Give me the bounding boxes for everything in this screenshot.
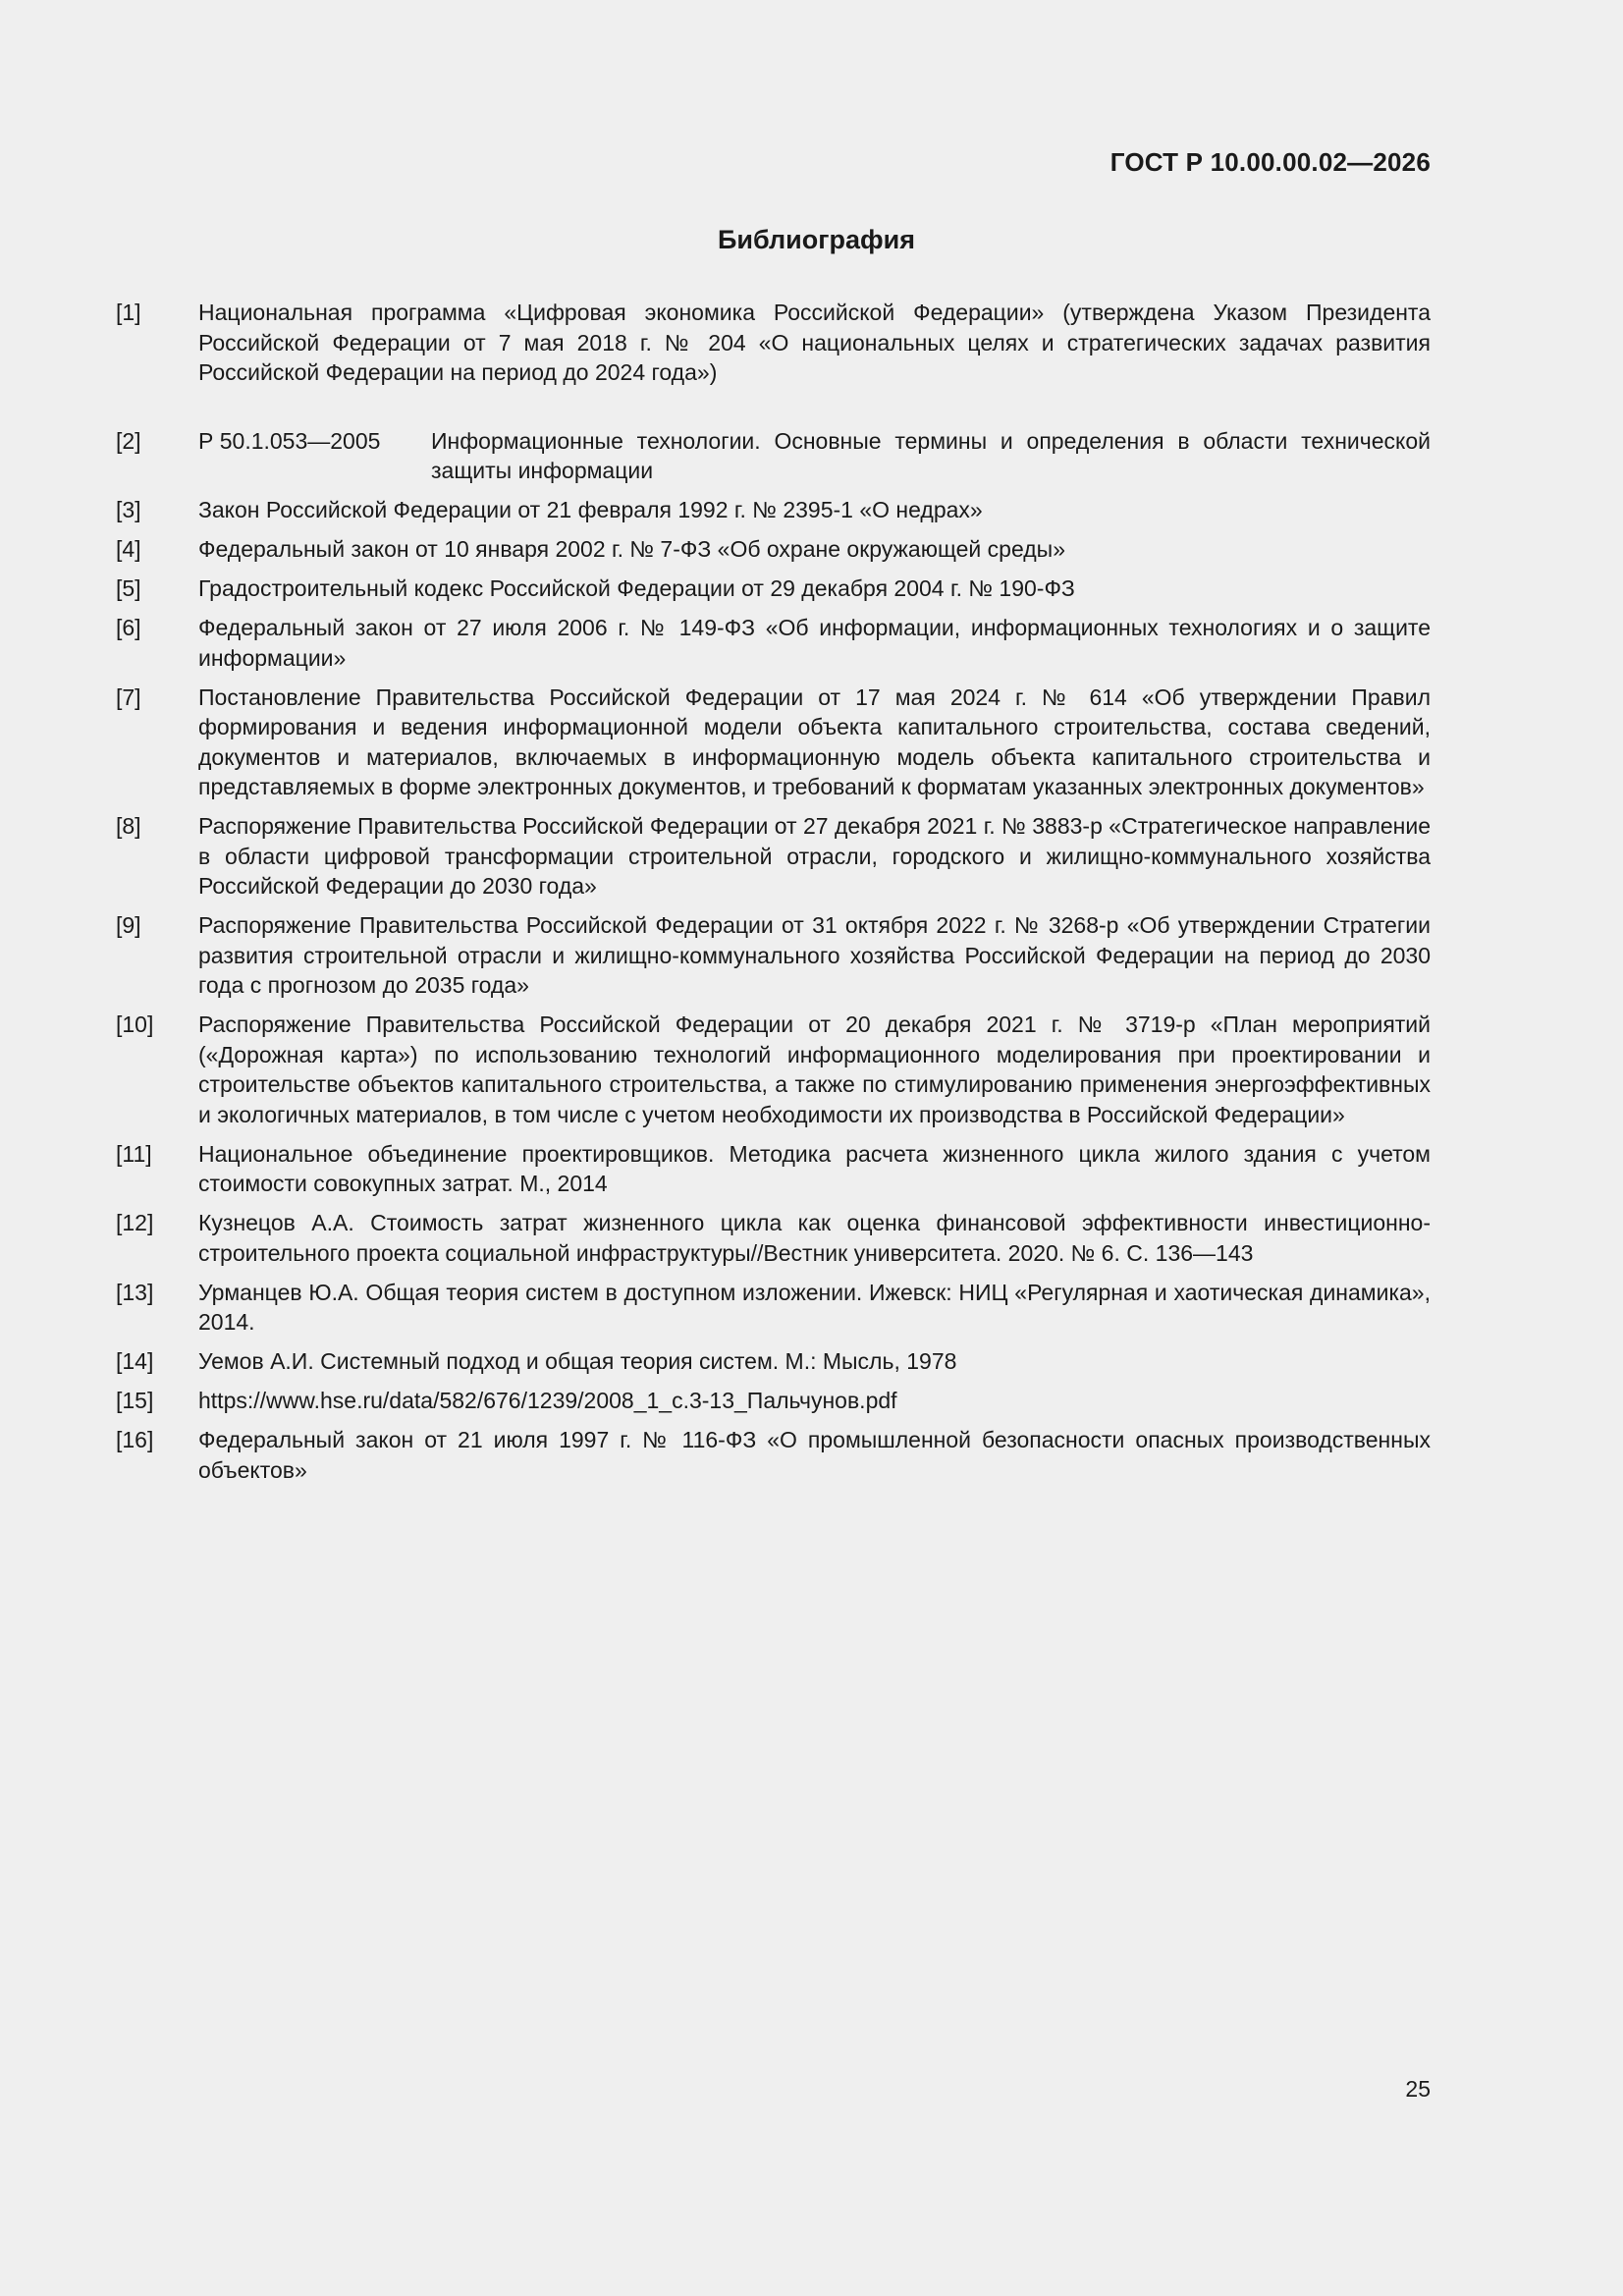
bibliography-item <box>116 1010 1431 1129</box>
bibliography-item <box>116 1386 1431 1416</box>
reference-number: [5] <box>116 575 141 601</box>
bibliography-item <box>116 574 1431 604</box>
bibliography-item <box>116 683 1431 802</box>
reference-text: Информационные технологии. Основные термины и определения в области технической защиты информации <box>431 427 1431 483</box>
reference-text: Распоряжение Правительства Российской Федерации от 20 декабря 2021 г. № 3719-р «План мероприятий («Дорожная карта») по использованию технологий информационного моделирования при проектировании и строительстве объектов капитального строительства, а также по стимулированию применения энергоэффективных и экологичных материалов, в том числе с учетом необходимости их производства в Российской Федерации» <box>198 1011 1431 1127</box>
reference-text: Градостроительный кодекс Российской Федерации от 29 декабря 2004 г. № 190-ФЗ <box>198 575 1075 601</box>
bibliography-item <box>116 298 1431 388</box>
reference-text: Национальная программа «Цифровая экономика Российской Федерации» (утверждена Указом Президента Российской Федерации от 7 мая 2018 г. № 204 «О национальных целях и стратегических задачах развития Российской Федерации на период до 2024 года») <box>198 300 1431 385</box>
reference-number: [11] <box>116 1140 152 1167</box>
bibliography-list <box>116 298 1431 1495</box>
reference-number: [1] <box>116 300 141 325</box>
reference-number: [6] <box>116 615 141 640</box>
bibliography-item <box>116 1208 1431 1268</box>
bibliography-item <box>116 1278 1431 1338</box>
reference-number: [9] <box>116 912 141 938</box>
bibliography-item <box>116 1139 1431 1199</box>
reference-text: Уемов А.И. Системный подход и общая теория систем. М.: Мысль, 1978 <box>198 1348 957 1374</box>
reference-text: Федеральный закон от 21 июля 1997 г. № 116-ФЗ «О промышленной безопасности опасных производственных объектов» <box>198 1427 1431 1483</box>
bibliography-item <box>116 613 1431 673</box>
reference-text: Национальное объединение проектировщиков. Методика расчета жизненного цикла жилого здания с учетом стоимости совокупных затрат. М., 2014 <box>198 1140 1431 1196</box>
reference-number: [12] <box>116 1210 154 1235</box>
reference-text: Распоряжение Правительства Российской Федерации от 27 декабря 2021 г. № 3883-р «Стратегическое направление в области цифровой трансформации строительной отрасли, городского и жилищно-коммунального хозяйства Российской Федерации до 2030 года» <box>198 813 1431 899</box>
bibliography-item <box>116 811 1431 902</box>
reference-text: Кузнецов А.А. Стоимость затрат жизненного цикла как оценка финансовой эффективности инвестиционно-строительного проекта социальной инфраструктуры//Вестник университета. 2020. № 6. С. 136—143 <box>198 1210 1431 1266</box>
document-code: ГОСТ Р 10.00.00.02—2026 <box>1109 147 1431 177</box>
bibliography-item <box>116 1346 1431 1377</box>
reference-number: [7] <box>116 683 141 710</box>
reference-text: Постановление Правительства Российской Федерации от 17 мая 2024 г. № 614 «Об утверждении Правил формирования и ведения информационной модели объекта капитального строительства, состава сведений, документов и материалов, включаемых в информационную модель объекта капитального строительства и представляемых в форме электронных документов, и требований к форматам указанных электронных документов» <box>198 683 1431 799</box>
bibliography-item <box>116 426 1431 486</box>
reference-number: [3] <box>116 497 141 522</box>
reference-number: [2] <box>116 427 141 454</box>
reference-number: [14] <box>116 1348 154 1374</box>
reference-number: [4] <box>116 536 141 562</box>
reference-text: Распоряжение Правительства Российской Федерации от 31 октября 2022 г. № 3268-р «Об утверждении Стратегии развития строительной отрасли и жилищно-коммунального хозяйства Российской Федерации на период до 2030 года с прогнозом до 2035 года» <box>198 912 1431 998</box>
reference-body <box>198 426 1431 486</box>
bibliography-item <box>116 1425 1431 1485</box>
reference-text: Федеральный закон от 10 января 2002 г. № 7-ФЗ «Об охране окружающей среды» <box>198 536 1065 562</box>
reference-text: Федеральный закон от 27 июля 2006 г. № 149-ФЗ «Об информации, информационных технологиях и о защите информации» <box>198 615 1431 671</box>
section-title: Библиография <box>718 225 915 254</box>
bibliography-item <box>116 910 1431 1001</box>
reference-number: [10] <box>116 1011 154 1037</box>
page-number: 25 <box>1405 2076 1431 2102</box>
bibliography-item <box>116 495 1431 525</box>
bibliography-item <box>116 534 1431 565</box>
reference-number: [8] <box>116 813 141 839</box>
reference-text: Закон Российской Федерации от 21 февраля 1992 г. № 2395-1 «О недрах» <box>198 497 983 522</box>
standard-code: Р 50.1.053—2005 <box>198 427 381 454</box>
reference-number: [15] <box>116 1388 154 1413</box>
reference-text: Урманцев Ю.А. Общая теория систем в доступном изложении. Ижевск: НИЦ «Регулярная и хаотическая динамика», 2014. <box>198 1279 1431 1335</box>
reference-number: [13] <box>116 1279 154 1305</box>
reference-number: [16] <box>116 1427 154 1452</box>
reference-link: https://www.hse.ru/data/582/676/1239/2008_1_с.3-13_Пальчунов.pdf <box>198 1388 897 1413</box>
